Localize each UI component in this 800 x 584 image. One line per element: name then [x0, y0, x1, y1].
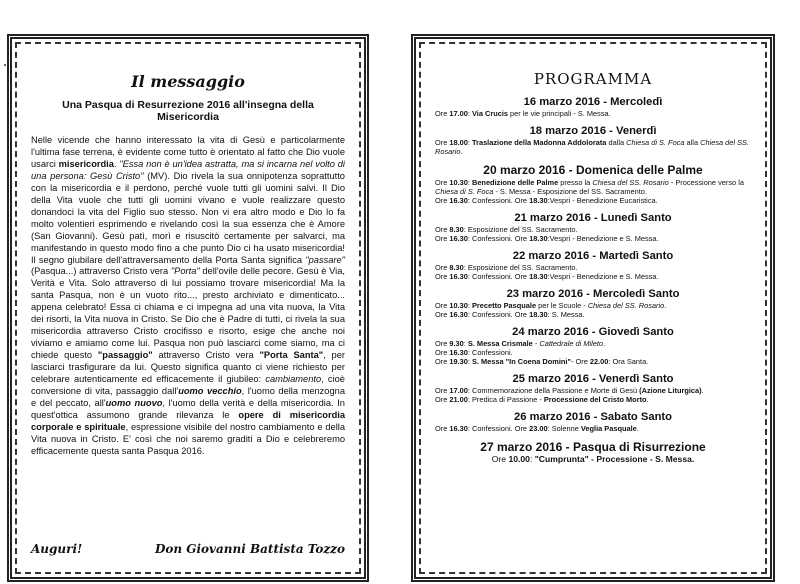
text-segment: "Porta Santa" — [259, 350, 324, 361]
event-line — [435, 424, 751, 433]
text-segment: 17.00 — [449, 109, 468, 118]
text-segment: "Essa non è un'idea astratta, ma si incarna nel volto di una persona: Gesù Cristo" — [31, 158, 345, 181]
program-day — [435, 212, 751, 243]
event-line — [435, 272, 751, 281]
text-segment: Ore — [435, 272, 450, 281]
text-segment: 16.30 — [449, 348, 468, 357]
text-segment: Ore — [435, 263, 450, 272]
text-segment: . — [460, 147, 463, 156]
text-segment: Ore — [435, 138, 450, 147]
text-segment: attraverso Cristo vera — [152, 350, 260, 361]
text-segment: 8.30 — [449, 263, 464, 272]
text-segment: : Solenne — [547, 424, 581, 433]
text-segment: 10.30 — [449, 178, 468, 187]
text-segment: 17.00 — [449, 386, 468, 395]
day-title: 24 marzo 2016 - Giovedì Santo — [512, 326, 674, 338]
text-segment: : — [467, 138, 472, 147]
program-day — [435, 163, 751, 205]
text-segment: Ore — [435, 109, 450, 118]
text-segment: "Cumprunta" - Processione - S. Messa. — [534, 454, 695, 464]
text-segment: Ore — [435, 310, 450, 319]
text-segment: Ore — [435, 395, 450, 404]
text-segment: : Confessioni. Ore — [467, 234, 530, 243]
text-segment: : — [529, 454, 535, 464]
text-segment: 16.30 — [449, 196, 468, 205]
text-segment: Ore — [435, 196, 450, 205]
program-day — [435, 411, 751, 433]
text-segment: :Vespri - Benedizione e S. Messa. — [547, 272, 659, 281]
text-segment: 18.30 — [529, 234, 548, 243]
program-panel — [411, 34, 775, 582]
event-line — [435, 357, 751, 366]
program-day — [435, 373, 751, 404]
text-segment: 18.00 — [449, 138, 468, 147]
program-day — [435, 288, 751, 319]
text-segment: 18.30 — [529, 196, 548, 205]
day-title: 26 marzo 2016 - Sabato Santo — [514, 411, 672, 423]
text-segment: per le vie principali - S. Messa. — [508, 109, 611, 118]
text-segment: . — [603, 339, 606, 348]
text-segment: : — [467, 178, 472, 187]
text-segment: Ore — [435, 386, 450, 395]
text-segment: uomo nuovo — [105, 397, 163, 408]
scan-speck — [4, 64, 6, 66]
text-segment: . — [636, 424, 639, 433]
text-segment: Ore — [435, 178, 450, 187]
text-segment: :Vespri - Benedizione Eucaristica. — [547, 196, 658, 205]
text-segment: : Confessioni. Ore — [467, 272, 530, 281]
text-segment: 18.30 — [529, 310, 548, 319]
event-line — [435, 196, 751, 205]
program-day — [435, 125, 751, 156]
text-segment: Benedizione delle Palme — [471, 178, 559, 187]
text-segment: Ore — [435, 348, 450, 357]
text-segment: Veglia Pasquale — [580, 424, 637, 433]
day-title: 23 marzo 2016 - Mercoledì Santo — [506, 288, 680, 300]
text-segment: (Azione Liturgica) — [639, 386, 702, 395]
program-day — [435, 96, 751, 118]
text-segment: , espressione visibile del nostro cambiamento e della Vita nuova in Cristo. E' così che noi saremo graditi a Dio e celebreremo efficacemente questa santa Pasqua 2016. — [31, 421, 345, 456]
text-segment: , l'uomo della menzogna e del peccato, all' — [31, 386, 345, 408]
text-segment: , cioè conversione di vita, passaggio dall' — [31, 374, 345, 397]
text-segment: 16.30 — [449, 424, 468, 433]
event-line — [435, 386, 751, 395]
event-line — [435, 234, 751, 243]
message-panel-inner — [15, 42, 361, 574]
event-line — [435, 348, 751, 357]
text-segment: 10.30 — [449, 301, 468, 310]
text-segment: - S. Messa - Esposizione del SS. Sacramento. — [493, 187, 647, 196]
text-segment: (Pasqua...) attraverso Cristo vera — [31, 266, 171, 277]
program-days — [435, 96, 751, 464]
text-segment: - Ore — [571, 357, 590, 366]
event-line — [435, 455, 751, 464]
program-day — [435, 250, 751, 281]
text-segment: "Porta" — [170, 266, 200, 277]
text-segment: 21.00 — [449, 395, 468, 404]
event-line — [435, 225, 751, 234]
text-segment: Ore — [491, 454, 509, 464]
text-segment: per le Scuole - — [536, 301, 588, 310]
text-segment: : — [467, 109, 472, 118]
text-segment: 23.00 — [529, 424, 548, 433]
message-subtitle: Una Pasqua di Resurrezione 2016 all'insegna della Misericordia — [62, 99, 314, 123]
text-segment: 18.30 — [529, 272, 548, 281]
text-segment: . — [664, 301, 667, 310]
text-segment: . — [646, 395, 649, 404]
text-segment: :Vespri - Benedizione e S. Messa. — [547, 234, 659, 243]
text-segment: : Esposizione del SS. Sacramento. — [463, 263, 578, 272]
message-panel — [7, 34, 369, 582]
text-segment: Nelle vicende che hanno interessato la vita di Gesù e particolarmente l'ultima fase terrena, è evidente come tutto è orientato al fatto che Dio vuole usarci — [31, 135, 345, 169]
day-title: 27 marzo 2016 - Pasqua di Risurrezione — [480, 440, 706, 454]
text-segment: 16.30 — [449, 234, 468, 243]
signature-block — [31, 542, 345, 556]
text-segment: . — [113, 158, 120, 169]
text-segment: : S. Messa. — [547, 310, 585, 319]
text-segment: : Commemorazione della Passione e Morte di Gesù — [467, 386, 640, 395]
day-title: 16 marzo 2016 - Mercoledì — [523, 96, 663, 108]
text-segment: S. Messa Crismale — [467, 339, 533, 348]
text-segment: (MV). Dio rivela la sua onnipotenza soprattutto con la misericordia e il perdono, perché vuole tutti gli uomini salvi. Il Dio della Vita vuole che tutti gli uomini vivano e vuole realizzare questo donandoci la vita del Figlio suo stesso. Non vi era altro modo e Dio lo fa molto volentieri esprimendo e rivelando così la sua essenza che è Amore (San Giovanni). Gesù patì, morì e risuscitò certamente per salvarci, ma manifestando in questo modo fino a che punto Dio ci ha usato misericordia! Il segno giubilare dell'attraversamento della Porta Santa significa — [31, 170, 345, 265]
text-segment: Traslazione della Madonna Addolorata — [471, 138, 607, 147]
day-title: 25 marzo 2016 - Venerdì Santo — [512, 373, 674, 385]
text-segment: 16.30 — [449, 272, 468, 281]
text-segment: Chiesa del SS. Rosario — [587, 301, 665, 310]
text-segment: Chiesa di S. Foca — [626, 138, 685, 147]
text-segment: dalla — [606, 138, 627, 147]
greeting: Auguri! — [31, 542, 83, 556]
text-segment: dell'ovile delle pecore. Gesù è Via, Verità e Vita. Solo attraverso di lui possiamo trovare misericordia! Ma la santa Pasqua, non è un vuoto rito..., presto archiviato e dimenticato... appena celebrato! Essa ci chiama e ci impegna ad una vita nuova, la Vita dei risorti, la Vita nuova in Cristo. Se Dio che è Padre di tutti, ci rivela la sua misericordia attraverso Cristo crocifisso e risorto, esige che anche noi viviamo e amiamo come lui. Pasqua non può lasciarci come siamo, ma ci chiede questo — [31, 266, 345, 361]
message-title: Il messaggio — [131, 72, 245, 91]
text-segment: , l'uomo della verità e della misericordia. In quest'ottica assumono grande rilevanza le — [31, 397, 345, 420]
text-segment: : Predica di Passione - — [467, 395, 544, 404]
text-segment: 9.30 — [449, 339, 464, 348]
text-segment: 10.00 — [508, 454, 530, 464]
text-segment: Ore — [435, 225, 450, 234]
event-line — [435, 310, 751, 319]
text-segment: : — [463, 339, 468, 348]
text-segment: : Esposizione del SS. Sacramento. — [463, 225, 578, 234]
text-segment: - — [532, 339, 540, 348]
event-line — [435, 395, 751, 404]
program-panel-inner — [419, 42, 767, 574]
text-segment: : Confessioni. Ore — [467, 310, 530, 319]
day-title: 21 marzo 2016 - Lunedì Santo — [514, 212, 672, 224]
text-segment: Chiesa del SS. Rosario — [592, 178, 669, 187]
text-segment: Ore — [435, 339, 450, 348]
event-line — [435, 339, 751, 348]
text-segment: Ore — [435, 234, 450, 243]
program-day — [435, 326, 751, 366]
day-title: 20 marzo 2016 - Domenica delle Palme — [483, 163, 703, 177]
text-segment: 22.00 — [589, 357, 609, 366]
text-segment: cambiamento — [265, 374, 322, 385]
text-segment: alla — [684, 138, 701, 147]
text-segment: . — [701, 386, 704, 395]
event-line — [435, 138, 751, 156]
text-segment: : Confessioni. — [467, 348, 513, 357]
text-segment: : — [467, 301, 472, 310]
day-title: 22 marzo 2016 - Martedì Santo — [512, 250, 674, 262]
event-line — [435, 301, 751, 310]
text-segment: : — [467, 357, 472, 366]
text-segment: Processione del Cristo Morto — [543, 395, 647, 404]
text-segment: Chiesa del SS. Rosario — [435, 138, 750, 156]
event-line — [435, 109, 751, 118]
text-segment: : Ora Santa. — [608, 357, 649, 366]
message-body — [31, 135, 345, 458]
event-line — [435, 178, 751, 196]
signature: Don Giovanni Battista Tozzo — [154, 542, 345, 556]
text-segment: Chiesa di S. Foca — [435, 187, 494, 196]
text-segment: : Confessioni. Ore — [467, 424, 530, 433]
text-segment: opere di misericordia corporale e spirituale — [31, 409, 346, 432]
text-segment: , per lasciarci trasfigurare da lui. Questo significa quanto ci viene richiesto per celebrare autenticamente ed efficacemente il giubileo: — [31, 350, 345, 385]
text-segment: Ore — [435, 424, 450, 433]
program-title: PROGRAMMA — [533, 70, 653, 88]
text-segment: 16.30 — [449, 310, 468, 319]
text-segment: Precetto Pasquale — [471, 301, 537, 310]
program-day — [435, 440, 751, 464]
text-segment: misericordia — [58, 158, 114, 169]
text-segment: uomo vecchio — [178, 386, 242, 397]
text-segment: "passaggio" — [97, 350, 153, 361]
day-title: 18 marzo 2016 - Venerdì — [529, 125, 657, 137]
text-segment: Ore — [435, 357, 450, 366]
text-segment: Cattedrale di Mileto — [539, 339, 604, 348]
text-segment: 8.30 — [449, 225, 464, 234]
event-line — [435, 263, 751, 272]
text-segment: : Confessioni. Ore — [467, 196, 530, 205]
text-segment: "passare" — [305, 254, 345, 265]
text-segment: - Processione verso la — [668, 178, 744, 187]
text-segment: presso la — [558, 178, 593, 187]
text-segment: 19.30 — [449, 357, 468, 366]
text-segment: Ore — [435, 301, 450, 310]
text-segment: S. Messa "In Coena Domini" — [471, 357, 571, 366]
text-segment: Via Crucis — [471, 109, 508, 118]
